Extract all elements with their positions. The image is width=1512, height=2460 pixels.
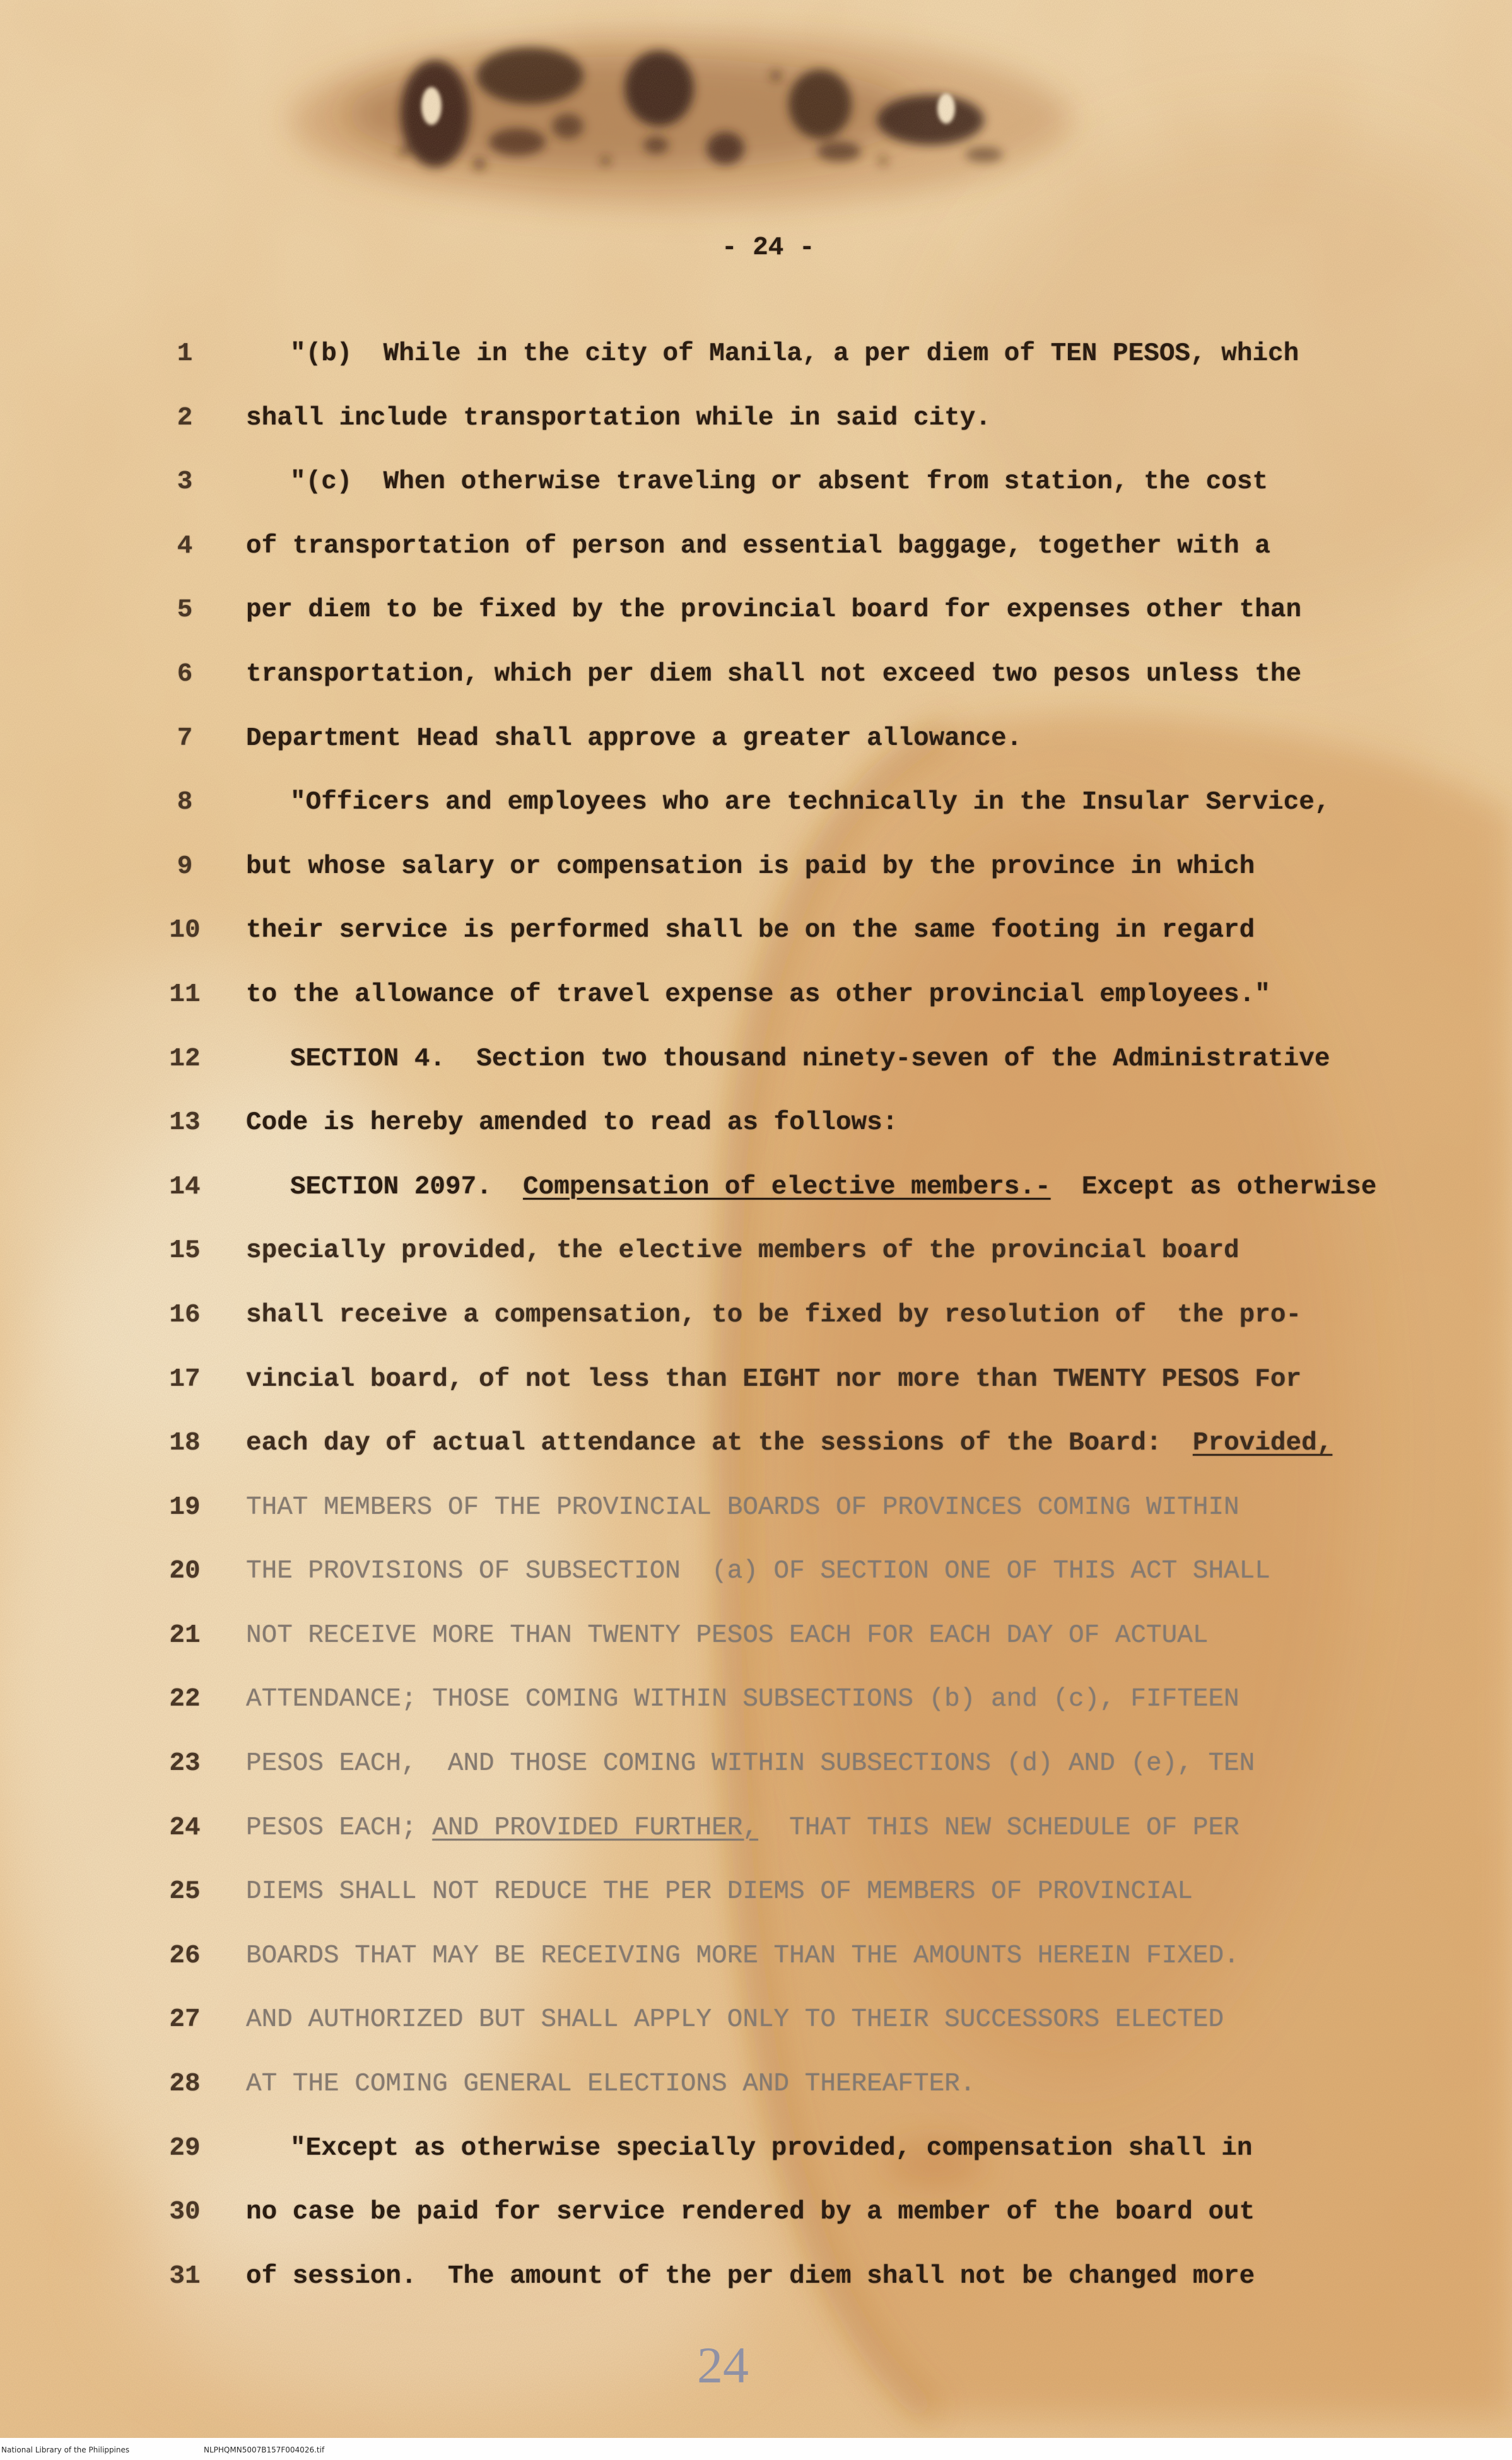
page-number-header: - 24 - bbox=[722, 233, 815, 262]
line-number: 5 bbox=[177, 595, 193, 625]
line-row bbox=[0, 2053, 1512, 2117]
line-row bbox=[0, 322, 1512, 387]
line-row bbox=[0, 2245, 1512, 2309]
line-number: 29 bbox=[169, 2133, 201, 2163]
line-number: 25 bbox=[169, 1877, 201, 1907]
line-row bbox=[0, 1668, 1512, 1732]
line-number: 7 bbox=[177, 723, 193, 753]
line-text-pre: each day of actual attendance at the sessions of the Board: bbox=[246, 1429, 1193, 1458]
line-number: 18 bbox=[169, 1429, 201, 1458]
line-number: 26 bbox=[169, 1941, 201, 1971]
line-number: 12 bbox=[169, 1044, 201, 1074]
line-row bbox=[0, 450, 1512, 515]
line-text-post: THAT THIS NEW SCHEDULE OF PER bbox=[758, 1813, 1239, 1842]
line-row bbox=[0, 1476, 1512, 1540]
line-text: no case be paid for service rendered by a member of the board out bbox=[246, 2198, 1255, 2227]
line-number: 10 bbox=[169, 916, 201, 946]
line-row bbox=[0, 771, 1512, 835]
line-number: 13 bbox=[169, 1108, 201, 1138]
line-number: 17 bbox=[169, 1364, 201, 1394]
line-text: THE PROVISIONS OF SUBSECTION (a) OF SECTION ONE OF THIS ACT SHALL bbox=[246, 1557, 1270, 1586]
line-text: "Except as otherwise specially provided, compensation shall in bbox=[290, 2133, 1253, 2163]
line-row bbox=[0, 1540, 1512, 1604]
line-text: THAT MEMBERS OF THE PROVINCIAL BOARDS OF PROVINCES COMING WITHIN bbox=[246, 1492, 1239, 1522]
section-caption-underlined: Compensation of elective members.- bbox=[523, 1172, 1051, 1202]
document-body bbox=[0, 322, 1512, 2309]
line-number: 9 bbox=[177, 852, 193, 881]
line-text: AT THE COMING GENERAL ELECTIONS AND THEREAFTER. bbox=[246, 2070, 976, 2099]
line-row bbox=[0, 1924, 1512, 1989]
line-row bbox=[0, 1732, 1512, 1796]
line-text: Department Head shall approve a greater allowance. bbox=[246, 723, 1023, 753]
line-text bbox=[290, 1156, 1376, 1220]
line-text: PESOS EACH, AND THOSE COMING WITHIN SUBSECTIONS (d) AND (e), TEN bbox=[246, 1749, 1255, 1779]
line-text: NOT RECEIVE MORE THAN TWENTY PESOS EACH FOR EACH DAY OF ACTUAL bbox=[246, 1620, 1209, 1650]
line-text: "(b) While in the city of Manila, a per diem of TEN PESOS, which bbox=[290, 339, 1299, 368]
line-text: transportation, which per diem shall not exceed two pesos unless the bbox=[246, 659, 1302, 689]
line-text: specially provided, the elective members of the provincial board bbox=[246, 1236, 1239, 1266]
line-text: to the allowance of travel expense as other provincial employees." bbox=[246, 980, 1270, 1009]
line-row bbox=[0, 515, 1512, 579]
line-text-post: Except as otherwise bbox=[1050, 1172, 1377, 1202]
line-row bbox=[0, 2117, 1512, 2181]
page-number-stamp: 24 bbox=[697, 2336, 749, 2394]
line-number: 22 bbox=[169, 1685, 201, 1714]
line-number: 11 bbox=[169, 980, 201, 1009]
line-number: 30 bbox=[169, 2198, 201, 2227]
line-text: SECTION 4. Section two thousand ninety-seven of the Administrative bbox=[290, 1044, 1330, 1074]
line-number: 27 bbox=[169, 2005, 201, 2035]
line-row bbox=[0, 1284, 1512, 1348]
line-number: 2 bbox=[177, 403, 193, 433]
line-text: "(c) When otherwise traveling or absent from station, the cost bbox=[290, 467, 1269, 497]
proviso-underlined: Provided, bbox=[1192, 1429, 1333, 1458]
line-row bbox=[0, 387, 1512, 451]
line-text: DIEMS SHALL NOT REDUCE THE PER DIEMS OF MEMBERS OF PROVINCIAL bbox=[246, 1877, 1193, 1907]
line-row bbox=[0, 1348, 1512, 1412]
line-row bbox=[0, 578, 1512, 643]
line-number: 8 bbox=[177, 788, 193, 817]
line-number: 24 bbox=[169, 1813, 201, 1842]
line-text: but whose salary or compensation is paid by the province in which bbox=[246, 852, 1255, 881]
line-number: 15 bbox=[169, 1236, 201, 1266]
line-row bbox=[0, 899, 1512, 963]
line-number: 21 bbox=[169, 1620, 201, 1650]
line-row bbox=[0, 835, 1512, 899]
line-text: AND AUTHORIZED BUT SHALL APPLY ONLY TO THEIR SUCCESSORS ELECTED bbox=[246, 2005, 1224, 2035]
line-number: 23 bbox=[169, 1749, 201, 1779]
line-text bbox=[246, 1412, 1332, 1476]
line-text: "Officers and employees who are technically in the Insular Service, bbox=[290, 788, 1330, 817]
line-row bbox=[0, 1860, 1512, 1924]
line-row bbox=[0, 1604, 1512, 1668]
line-text: ATTENDANCE; THOSE COMING WITHIN SUBSECTIONS (b) and (c), FIFTEEN bbox=[246, 1685, 1239, 1714]
line-text: vincial board, of not less than EIGHT nor more than TWENTY PESOS For bbox=[246, 1364, 1302, 1394]
line-row bbox=[0, 643, 1512, 707]
line-number: 19 bbox=[169, 1492, 201, 1522]
line-number: 20 bbox=[169, 1557, 201, 1586]
line-row bbox=[0, 1796, 1512, 1861]
line-row bbox=[0, 1156, 1512, 1220]
line-row bbox=[0, 1412, 1512, 1476]
line-number: 6 bbox=[177, 659, 193, 689]
line-number: 16 bbox=[169, 1300, 201, 1330]
line-number: 31 bbox=[169, 2261, 201, 2291]
line-number: 28 bbox=[169, 2070, 201, 2099]
line-text: shall include transportation while in said city. bbox=[246, 403, 991, 433]
line-row bbox=[0, 707, 1512, 771]
line-text-pre: SECTION 2097. bbox=[290, 1172, 524, 1202]
line-row bbox=[0, 1988, 1512, 2053]
line-row bbox=[0, 1028, 1512, 1092]
line-number: 1 bbox=[177, 339, 193, 368]
line-text-pre: PESOS EACH; bbox=[246, 1813, 433, 1842]
line-row bbox=[0, 1091, 1512, 1156]
line-text: Code is hereby amended to read as follows: bbox=[246, 1108, 898, 1138]
line-text: of transportation of person and essential baggage, together with a bbox=[246, 531, 1270, 561]
line-text: their service is performed shall be on the same footing in regard bbox=[246, 916, 1255, 946]
scan-source-label: National Library of the Philippines bbox=[1, 2445, 130, 2454]
line-number: 4 bbox=[177, 531, 193, 561]
proviso-underlined: AND PROVIDED FURTHER, bbox=[432, 1813, 758, 1842]
line-number: 14 bbox=[169, 1172, 201, 1202]
scan-filename: NLPHQMN5007B157F004026.tif bbox=[204, 2445, 325, 2454]
line-row bbox=[0, 2181, 1512, 2245]
line-text bbox=[246, 1796, 1239, 1861]
line-row bbox=[0, 963, 1512, 1028]
line-text: shall receive a compensation, to be fixed by resolution of the pro- bbox=[246, 1300, 1302, 1330]
line-text: per diem to be fixed by the provincial board for expenses other than bbox=[246, 595, 1302, 625]
line-number: 3 bbox=[177, 467, 193, 497]
line-text: of session. The amount of the per diem shall not be changed more bbox=[246, 2261, 1255, 2291]
line-text: BOARDS THAT MAY BE RECEIVING MORE THAN THE AMOUNTS HEREIN FIXED. bbox=[246, 1941, 1239, 1971]
line-row bbox=[0, 1219, 1512, 1284]
